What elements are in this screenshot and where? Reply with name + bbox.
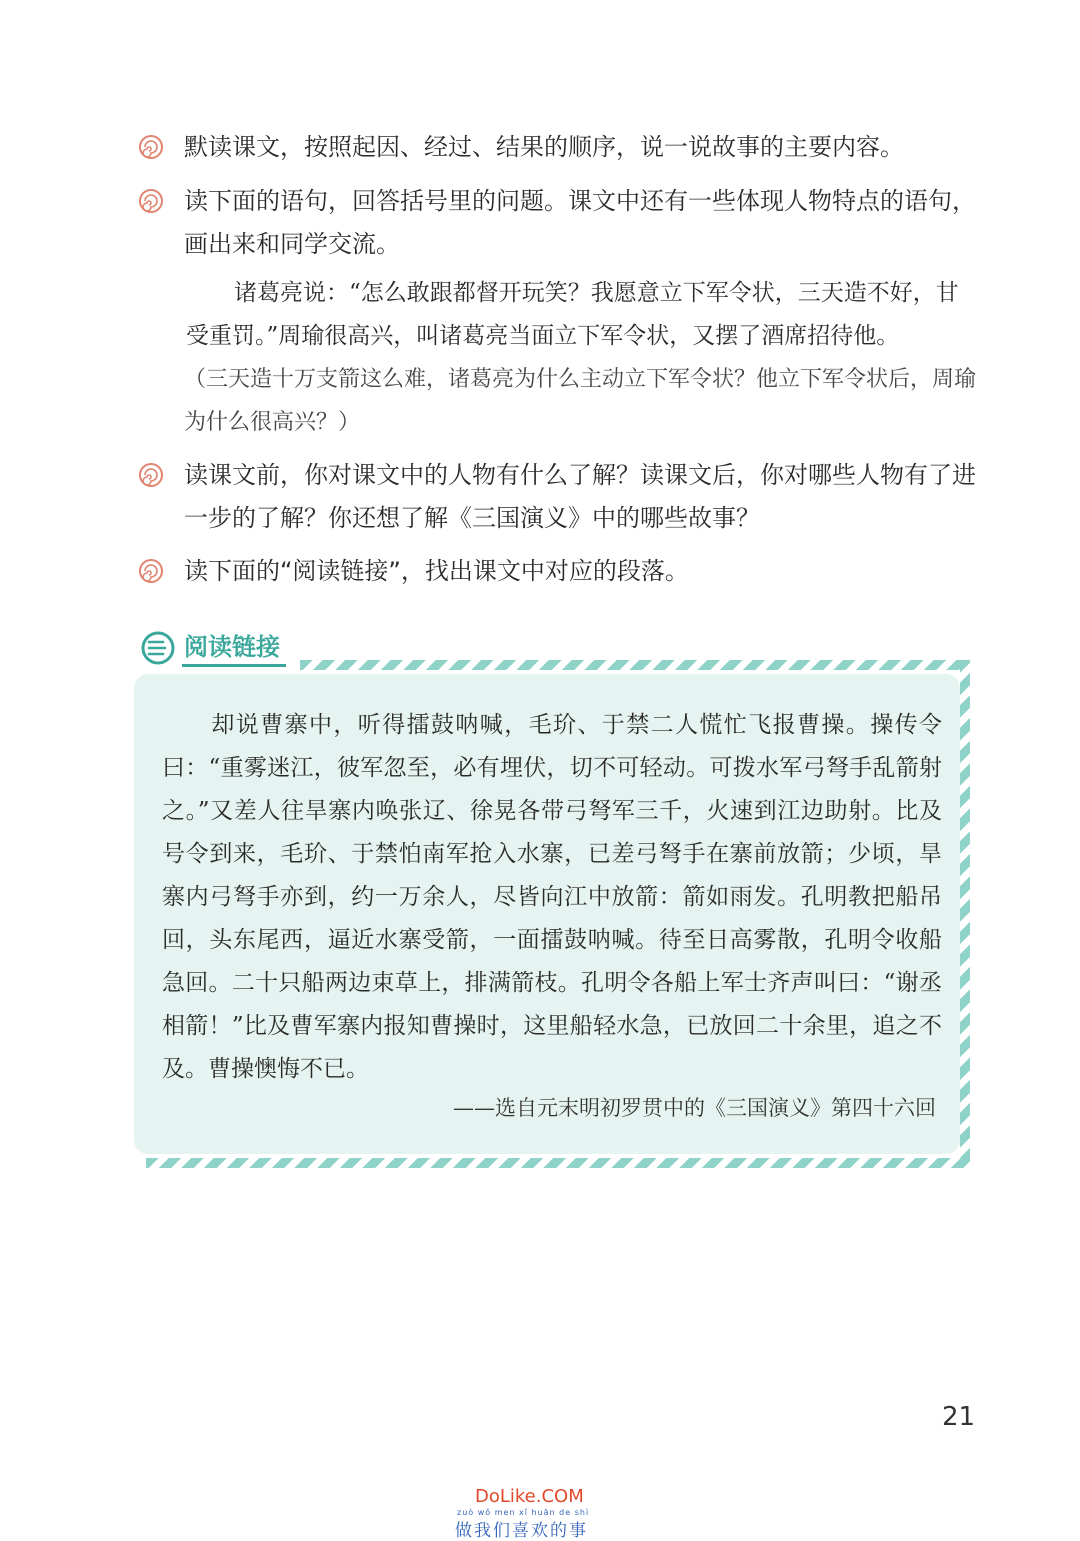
page-number: 21	[942, 1402, 976, 1432]
reading-link-source: ——选自元末明初罗贯中的《三国演义》第四十六回	[453, 1096, 936, 1120]
swirl-bullet-icon	[138, 188, 164, 214]
quote-question: （三天造十万支箭这么难，诸葛亮为什么主动立下军令状？他立下军令状后，周瑜为什么很高兴？）	[184, 367, 977, 435]
frame-stripe-bottom	[146, 1158, 970, 1168]
reading-link-passage	[162, 704, 942, 1091]
quote-text: 诸葛亮说：“怎么敢跟都督开玩笑？我愿意立下军令状，三天造不好，甘受重罚。”周瑜很高兴，叫诸葛亮当面立下军令状，又摆了酒席招待他。	[186, 280, 959, 349]
frame-stripe-top	[300, 660, 970, 670]
swirl-bullet-icon	[138, 558, 164, 584]
swirl-bullet-icon	[138, 462, 164, 488]
watermark-brand: DoLike.COM	[475, 1486, 584, 1507]
title-underline	[182, 664, 286, 667]
swirl-bullet-icon	[138, 134, 164, 160]
reading-link-title: 阅读链接	[184, 633, 280, 661]
question-3: 读课文前，你对课文中的人物有什么了解？读课文后，你对哪些人物有了进一步的了解？你还想了解《三国演义》中的哪些故事？	[184, 461, 976, 532]
quote-passage	[186, 272, 976, 358]
question-4: 读下面的“阅读链接”，找出课文中对应的段落。	[184, 557, 689, 585]
question-1: 默读课文，按照起因、经过、结果的顺序，说一说故事的主要内容。	[184, 133, 904, 161]
frame-stripe-right	[960, 660, 970, 1168]
watermark-pinyin: zuò wǒ men xǐ huān de shì	[457, 1508, 590, 1517]
passage-text: 却说曹寨中，听得擂鼓呐喊，毛玠、于禁二人慌忙飞报曹操。操传令曰：“重雾迷江，彼军忽至，必有埋伏，切不可轻动。可拨水军弓弩手乱箭射之。”又差人往旱寨内唤张辽、徐晃各带弓弩军三千，火速到江边助射。比及号令到来，毛玠、于禁怕南军抢入水寨，已差弓弩手在寨前放箭；少顷，旱寨内弓弩手亦到，约一万余人，尽皆向江中放箭：箭如雨发。孔明教把船吊回，头东尾西，逼近水寨受箭，一面擂鼓呐喊。待至日高雾散，孔明令收船急回。二十只船两边束草上，排满箭枝。孔明令各船上军士齐声叫曰：“谢丞相箭！”比及曹军寨内报知曹操时，这里船轻水急，已放回二十余里，追之不及。曹操懊悔不已。	[162, 712, 942, 1082]
question-2: 读下面的语句，回答括号里的问题。课文中还有一些体现人物特点的语句，画出来和同学交流。	[184, 187, 976, 258]
watermark-tagline: 做我们喜欢的事	[455, 1521, 588, 1541]
book-icon	[140, 628, 176, 668]
